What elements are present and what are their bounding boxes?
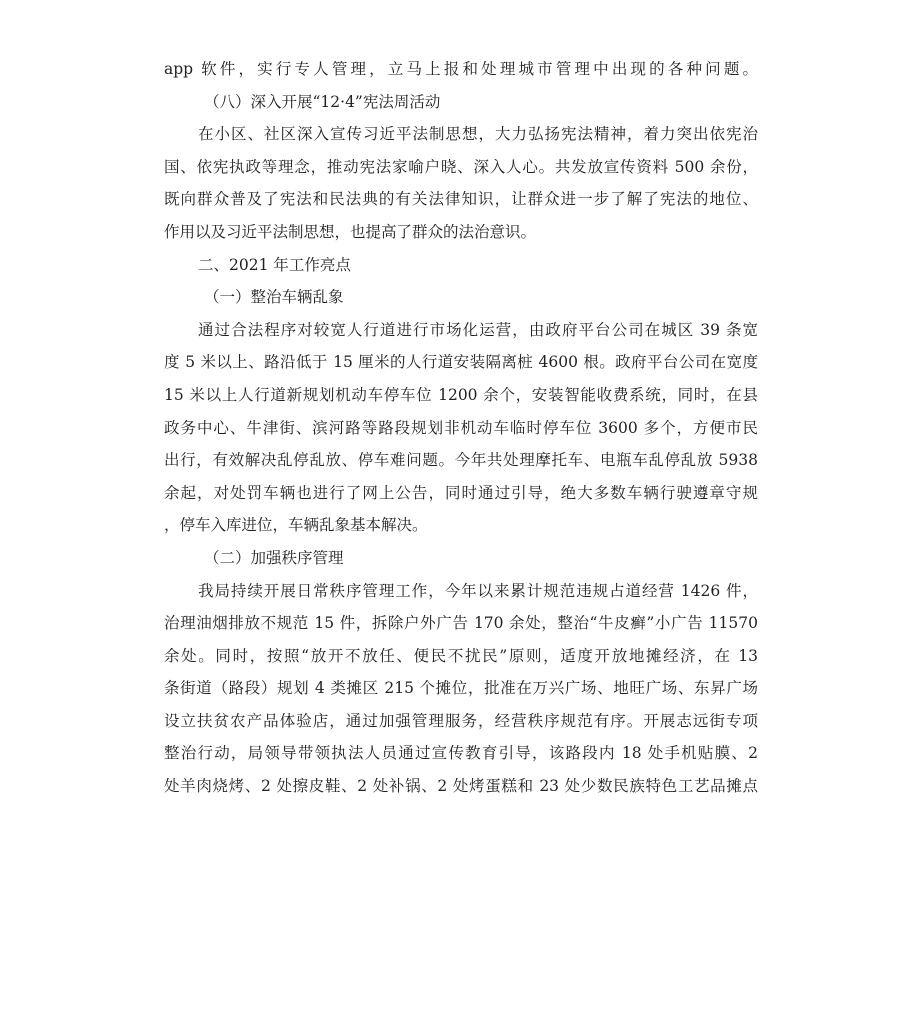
document-body [164,53,758,803]
paragraph-line: 政务中心、牛津街、滨河路等路段规划非机动车临时停车位 3600 多个，方便市民 [164,418,758,437]
paragraph-line: 度 5 米以上、路沿低于 15 厘米的人行道安装隔离桩 4600 根。政府平台公司在宽度 [164,353,758,372]
section-heading: （八）深入开展“12·4”宪法周活动 [204,92,441,111]
paragraph-line: 我局持续开展日常秩序管理工作，今年以来累计规范违规占道经营 1426 件， [198,581,758,600]
section-heading: （一）整治车辆乱象 [204,288,344,307]
paragraph-line: 15 米以上人行道新规划机动车停车位 1200 余个，安装智能收费系统，同时，在县 [164,385,758,404]
paragraph-line: 作用以及习近平法制思想，也提高了群众的法治意识。 [164,222,537,241]
paragraph-line: 治理油烟排放不规范 15 件，拆除户外广告 170 余处，整治“牛皮癣”小广告 11570 [164,614,758,633]
section-heading: （二）加强秩序管理 [204,548,344,567]
paragraph-line: 条街道（路段）规划 4 类摊区 215 个摊位，批准在万兴广场、地旺广场、东昇广场 [164,679,758,698]
paragraph-line: 既向群众普及了宪法和民法典的有关法律知识，让群众进一步了解了宪法的地位、 [164,190,758,209]
paragraph-line: 整治行动，局领导带领执法人员通过宣传教育引导，该路段内 18 处手机贴膜、2 [164,744,758,763]
paragraph-line: 国、依宪执政等理念，推动宪法家喻户晓、深入人心。共发放宣传资料 500 余份， [164,157,758,176]
paragraph-line: 余处。同时，按照“放开不放任、便民不扰民”原则，适度开放地摊经济，在 13 [164,646,758,665]
section-heading: 二、2021 年工作亮点 [198,255,351,274]
paragraph-line: 余起，对处罚车辆也进行了网上公告，同时通过引导，绝大多数车辆行驶遵章守规 [164,483,758,502]
paragraph-line: ，停车入库进位，车辆乱象基本解决。 [164,516,428,535]
paragraph-line: 在小区、社区深入宣传习近平法制思想，大力弘扬宪法精神，着力突出依宪治 [198,125,758,144]
paragraph-line: app 软件，实行专人管理，立马上报和处理城市管理中出现的各种问题。 [164,60,758,78]
paragraph-line: 设立扶贫农产品体验店，通过加强管理服务，经营秩序规范有序。开展志远街专项 [164,711,758,730]
paragraph-line: 出行，有效解决乱停乱放、停车难问题。今年共处理摩托车、电瓶车乱停乱放 5938 [164,451,758,470]
paragraph-line: 处羊肉烧烤、2 处擦皮鞋、2 处补锅、2 处烤蛋糕和 23 处少数民族特色工艺品摊点 [164,777,758,796]
paragraph-line: 通过合法程序对较宽人行道进行市场化运营，由政府平台公司在城区 39 条宽 [198,320,758,339]
